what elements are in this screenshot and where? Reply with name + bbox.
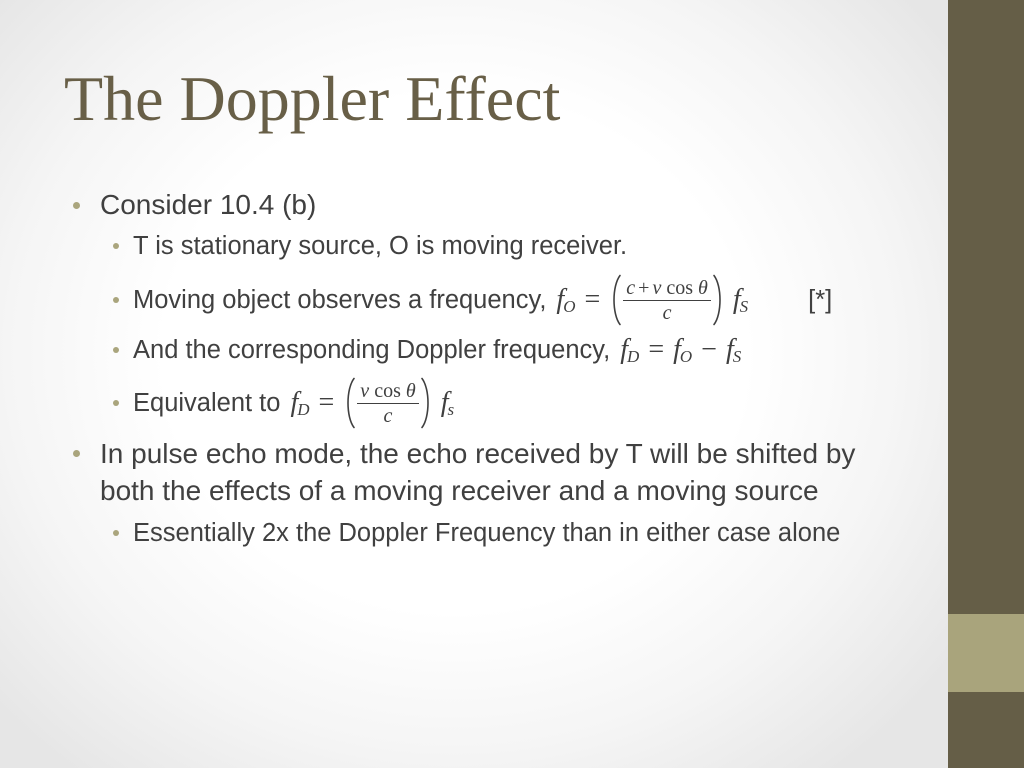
fraction [623,277,711,324]
math-variable: c [626,276,636,299]
math-plus: + [638,276,650,299]
bullet-text-line: both the effects of a moving receiver and a moving source [100,475,819,506]
sub-bullet-item [113,373,454,433]
equation-reference-note: [*] [808,285,833,314]
sub-bullet-item [113,330,741,370]
math-variable: f [556,284,565,316]
math-variable: f [440,387,449,419]
right-parenthesis-stroke [422,379,428,428]
right-parenthesis-stroke [714,276,720,325]
fraction [357,380,418,427]
fraction-numerator [623,277,711,301]
equation-doppler-frequency [620,333,741,367]
bullet-marker [73,450,80,457]
sub-bullet-marker [113,400,119,406]
sub-bullet-text: Essentially 2x the Doppler Frequency than in either case alone [133,518,841,547]
math-equals: = [648,334,665,366]
math-subscript: S [739,296,749,316]
math-subscript: S [732,346,742,366]
math-subscript: D [627,346,640,366]
bullet-item [73,185,316,225]
math-variable: θ [698,276,708,299]
bullet-text [100,435,855,509]
left-parenthesis-stroke [348,379,354,428]
fraction-numerator [357,380,418,404]
math-subscript: s [447,399,455,419]
math-variable: f [290,387,299,419]
left-parenthesis [609,274,622,326]
equation-equivalent-form [290,377,454,429]
sub-bullet-text: T is stationary source, O is moving receiver. [133,231,628,260]
slide-title: The Doppler Effect [64,63,561,134]
sub-bullet-item [113,229,627,263]
math-variable: θ [405,379,416,402]
sub-bullet-marker [113,530,119,536]
bullet-item [73,435,855,509]
right-parenthesis [420,377,433,429]
sub-bullet-text: Moving object observes a frequency, [133,285,547,314]
math-variable: f [673,334,681,366]
math-minus: − [701,334,717,366]
sub-bullet-item [113,270,832,330]
math-equals: = [318,387,335,419]
right-parenthesis [712,274,725,326]
math-subscript: D [297,399,310,419]
sub-bullet-text: And the corresponding Doppler frequency, [133,335,611,364]
math-subscript: O [679,346,693,366]
sidebar-accent-block [948,614,1024,692]
sub-bullet-text: Equivalent to [133,388,281,417]
math-equals: = [584,284,601,316]
sub-bullet-marker [113,297,119,303]
fraction-denominator: c [383,404,393,427]
math-variable: f [732,284,741,316]
left-parenthesis [343,377,356,429]
sub-bullet-marker [113,347,119,353]
math-function: cos [374,379,401,402]
math-subscript: O [563,296,576,316]
sub-bullet-item [113,516,840,550]
math-variable: v [360,379,370,402]
math-variable: f [725,334,734,366]
sub-bullet-marker [113,243,119,249]
math-variable: v [652,276,662,299]
bullet-text: Consider 10.4 (b) [100,189,317,221]
fraction-denominator: c [662,301,672,324]
equation-observed-frequency [556,274,748,326]
left-parenthesis-stroke [614,276,620,325]
bullet-text-line: In pulse echo mode, the echo received by T will be shifted by [100,438,856,469]
math-variable: f [620,334,629,366]
bullet-marker [73,202,80,209]
math-function: cos [666,276,694,299]
